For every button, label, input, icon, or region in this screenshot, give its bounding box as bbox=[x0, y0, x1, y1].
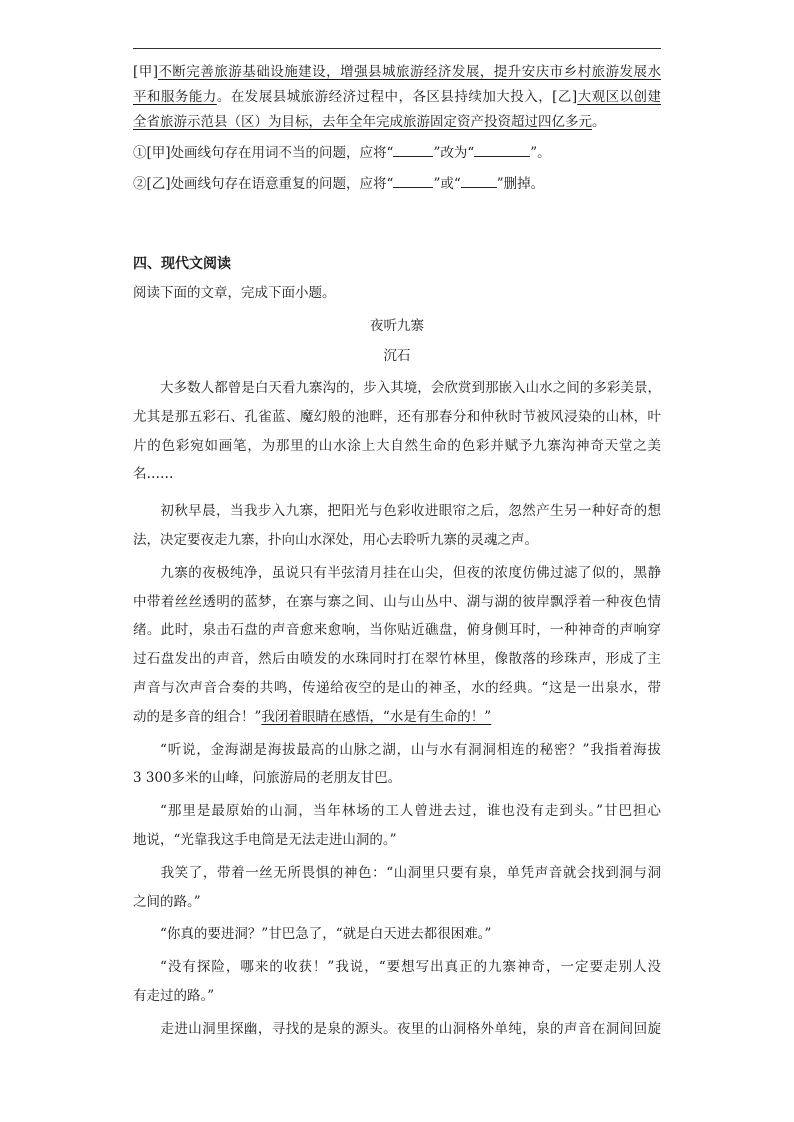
question-1 bbox=[133, 141, 661, 166]
para-line: “没有探险，哪来的收获！”我说，“要想写出真正的九寨神奇，一定要走别人没 bbox=[160, 959, 661, 976]
paragraph-line: 尤其是那五彩石、孔雀蓝、魔幻般的池畔，还有那春分和仲秋时节被风浸染的山林，叶 bbox=[133, 408, 661, 425]
marker-jia: [甲] bbox=[133, 64, 158, 80]
q1-text: ①[甲]处画线句存在用词不当的问题，应将“ bbox=[133, 145, 394, 161]
q2-text-mid: ”或“ bbox=[433, 176, 461, 192]
paragraph bbox=[133, 920, 661, 949]
passage-text: 。在发展县城旅游经济过程中，各区县持续加大投入，[乙] bbox=[216, 89, 578, 105]
answer-blank-2a[interactable] bbox=[393, 173, 433, 188]
answer-blank-1b[interactable] bbox=[474, 142, 530, 157]
paragraph bbox=[133, 374, 661, 403]
paragraph-line: 地说，“光靠我这手电筒是无法走进山洞的。” bbox=[133, 831, 397, 848]
para-line: “你真的要进洞？”甘巴急了，“就是白天进去都很困难。” bbox=[160, 926, 492, 943]
underlined-sentence-jia-end: 平和服务能力 bbox=[133, 89, 217, 105]
para-line: “听说，金海湖是海拔最高的山脉之湖，山与水有洞洞相连的秘密？”我指着海拔 bbox=[160, 741, 661, 758]
paragraph-line: 法，决定要夜走九寨，扑向山水深处，用心去聆听九寨的灵魂之声。 bbox=[133, 531, 538, 548]
paragraph-line: 过石盘发出的声音，然后由喷发的水珠同时打在翠竹林里，像散落的珍珠声，形成了主 bbox=[133, 651, 661, 668]
paragraph-line bbox=[133, 703, 661, 732]
para-line: 初秋早晨，当我步入九寨，把阳光与色彩收进眼帘之后，忽然产生另一种好奇的想 bbox=[160, 503, 661, 520]
paragraph bbox=[133, 736, 661, 765]
paragraph-line: 中带着丝丝透明的蓝梦，在寨与寨之间、山与山丛中、湖与湖的彼岸飘浮着一种夜色情 bbox=[133, 593, 661, 610]
paragraph bbox=[133, 497, 661, 526]
article-title: 夜听九寨 bbox=[370, 318, 424, 334]
paragraph-line: 名…… bbox=[133, 466, 174, 483]
paragraph-line: 3 300多米的山峰，问旅游局的老朋友甘巴。 bbox=[133, 770, 402, 787]
underlined-sentence-jia: 不断完善旅游基础设施建设，增强县城旅游经济发展，提升安庆市乡村旅游发展水 bbox=[157, 64, 661, 80]
para-line: 走进山洞里探幽，寻找的是泉的源头。夜里的山洞格外单纯，泉的声音在洞间回旋 bbox=[160, 1020, 661, 1037]
q1-text-mid: ”改为“ bbox=[433, 145, 475, 161]
article-author: 沉石 bbox=[383, 348, 411, 364]
paragraph bbox=[133, 559, 661, 588]
q2-text-end: ”删掉。 bbox=[496, 176, 545, 192]
paragraph bbox=[133, 859, 661, 888]
answer-blank-1a[interactable] bbox=[393, 142, 433, 157]
para-text: 动的是多音的组合！” bbox=[133, 708, 262, 725]
paragraph-line: 绪。此时，泉击石盘的声音愈来愈响，当你贴近礁盘，俯身侧耳时，一种神奇的声响穿 bbox=[133, 622, 661, 639]
section-heading: 四、现代文阅读 bbox=[133, 256, 231, 272]
passage-line bbox=[133, 110, 661, 135]
underlined-sentence-yi-end: 全省旅游示范县（区）为目标，去年全年完成旅游固定资产投资超过四亿多元 bbox=[133, 114, 592, 130]
instruction-text: 阅读下面的文章，完成下面小题。 bbox=[133, 285, 336, 301]
paragraph bbox=[133, 1015, 661, 1044]
question-2 bbox=[133, 172, 661, 197]
punctuation: 。 bbox=[592, 114, 606, 130]
passage-line bbox=[133, 60, 661, 85]
paragraph-line: 片的色彩宛如画笔，为那里的山水涂上大自然生命的色彩并赋予九寨沟神奇天堂之美 bbox=[133, 437, 661, 454]
question-block bbox=[133, 60, 661, 197]
header-rule bbox=[133, 48, 661, 49]
para-line: “那里是最原始的山洞，当年林场的工人曾进去过，谁也没有走到头。”甘巴担心 bbox=[160, 803, 661, 820]
q1-text-end: ”。 bbox=[530, 145, 551, 161]
article-body bbox=[133, 374, 661, 1044]
underlined-sentence: 我闭着眼睛在感悟，“水是有生命的！” bbox=[261, 708, 492, 725]
paragraph-line: 之间的路。” bbox=[133, 893, 201, 910]
para-line: 九寨的夜极纯净，虽说只有半弦清月挂在山尖，但夜的浓度仿佛过滤了似的，黑静 bbox=[160, 564, 661, 581]
para-line: 我笑了，带着一丝无所畏惧的神色：“山洞里只要有泉，单凭声音就会找到洞与洞 bbox=[160, 864, 661, 881]
q2-text: ②[乙]处画线句存在语意重复的问题，应将“ bbox=[133, 176, 394, 192]
underlined-sentence-yi: 大观区以创建 bbox=[577, 89, 662, 105]
paragraph bbox=[133, 797, 661, 826]
paragraph-line: 声音与次声音合奏的共鸣，传递给夜空的是山的神圣，水的经典。“这是一出泉水，带 bbox=[133, 679, 661, 696]
para-line: 大多数人都曾是白天看九寨沟的，步入其境，会欣赏到那嵌入山水之间的多彩美景， bbox=[160, 380, 661, 396]
passage-line bbox=[133, 85, 661, 110]
paragraph bbox=[133, 953, 661, 982]
paragraph-line: 有走过的路。” bbox=[133, 987, 215, 1004]
answer-blank-2b[interactable] bbox=[461, 173, 497, 188]
